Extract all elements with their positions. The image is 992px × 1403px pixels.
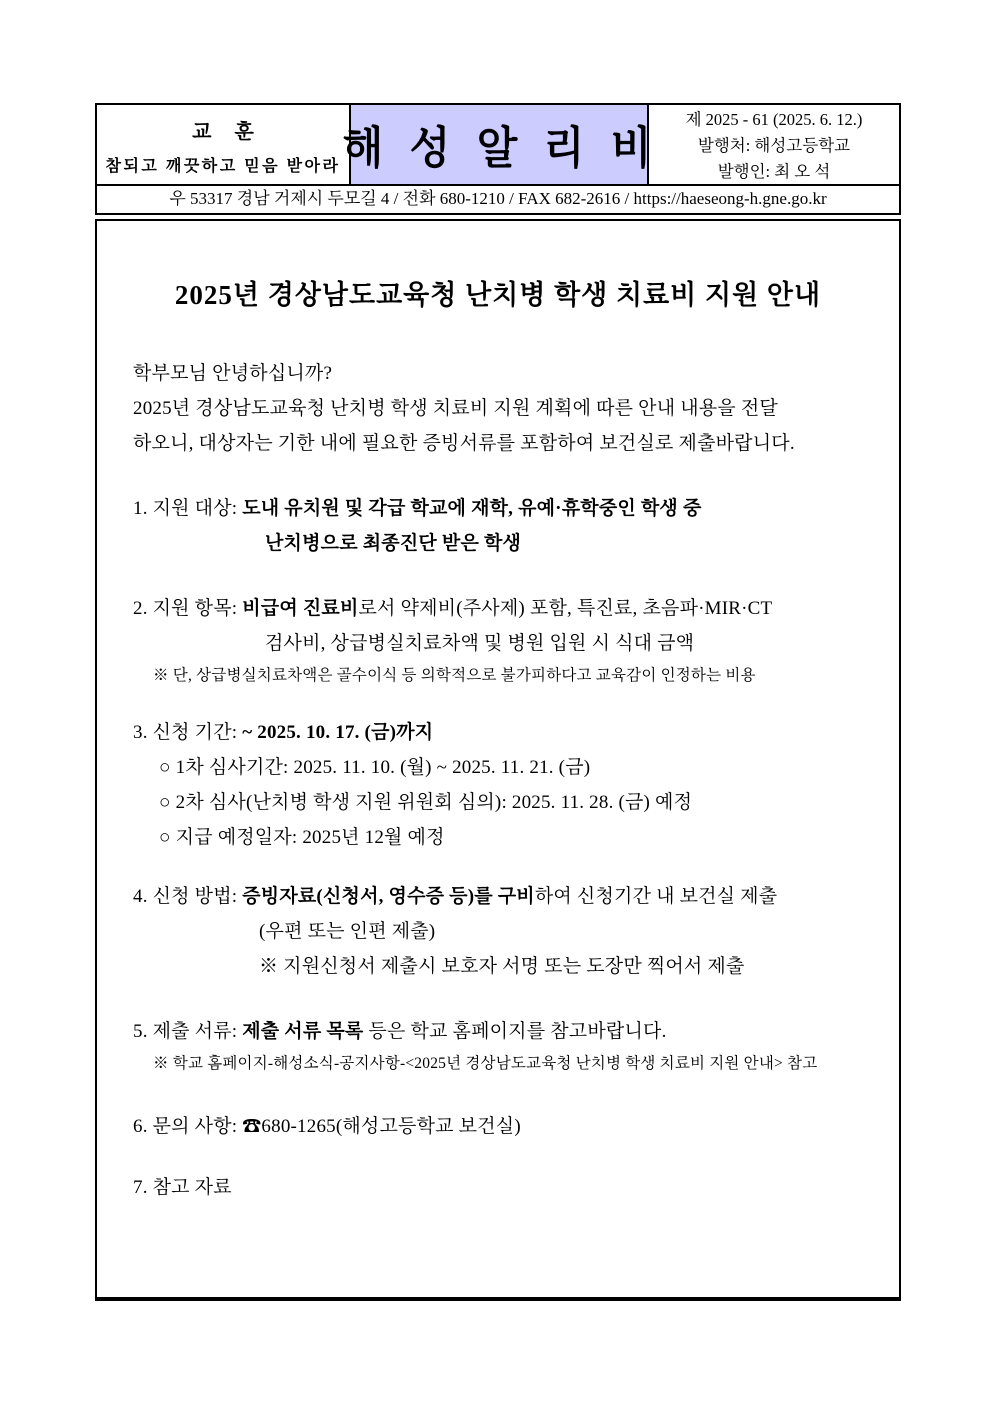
item-number: 3.: [133, 722, 148, 743]
item-4-bold-text: 증빙자료(신청서, 영수증 등)를 구비: [242, 886, 535, 907]
item-7-line-1: [133, 1170, 863, 1205]
intro-block: [133, 356, 863, 461]
main-content-box: [95, 219, 901, 1301]
contact-number: 680-1265(해성고등학교 보건실): [261, 1116, 521, 1137]
item-7-reference: [133, 1170, 863, 1205]
item-3-sub-3: ○ 지급 예정일자: 2025년 12월 예정: [159, 827, 445, 848]
item-4-application-method: [133, 879, 863, 984]
item-label: 제출 서류:: [152, 1021, 238, 1042]
item-4-line-2: (우편 또는 인편 제출): [259, 921, 436, 942]
item-label: 지원 항목:: [152, 598, 238, 619]
item-4-line-1: 4. 신청 방법: 증빙자료(신청서, 영수증 등)를 구비하여 신청기간 내 보건실 제출: [133, 886, 778, 907]
publisher-line: 발행처: 해성고등학교: [697, 135, 851, 155]
motto-title: 교 훈: [192, 121, 263, 143]
masthead-top-row: [97, 105, 899, 186]
item-2-note: ※ 단, 상급병실치료차액은 골수이식 등 의학적으로 불가피하다고 교육감이 인정하는 비용: [153, 667, 756, 684]
newsletter-title: 해 성 알 리 비: [342, 124, 660, 173]
greeting-line: 학부모님 안녕하십니까?: [133, 363, 333, 384]
item-5-required-documents: [133, 1014, 863, 1079]
item-number: 2.: [133, 598, 148, 619]
item-5-line-1: 5. 제출 서류: 제출 서류 목록 등은 학교 홈페이지를 참고바랍니다.: [133, 1021, 667, 1042]
issue-number: 제 2025 - 61 (2025. 6. 12.): [685, 109, 863, 129]
item-label: 신청 방법:: [152, 886, 238, 907]
item-2-line-1: 2. 지원 항목: 비급여 진료비로서 약제비(주사제) 포함, 특진료, 초음파·MIR·CT: [133, 598, 773, 619]
item-1-line-2: 난치병으로 최종진단 받은 학생: [265, 533, 522, 554]
item-2-bold-text: 비급여 진료비: [242, 598, 359, 619]
item-number: 4.: [133, 886, 148, 907]
motto-text: 참되고 깨끗하고 믿음 받아라: [105, 158, 341, 175]
item-number: 7.: [133, 1177, 148, 1198]
item-number: 5.: [133, 1021, 148, 1042]
item-3-sub-2: ○ 2차 심사(난치병 학생 지원 위원회 심의): 2025. 11. 28. (금) 예정: [159, 792, 693, 813]
item-3-application-period: [133, 715, 863, 855]
masthead: [95, 103, 901, 215]
banner-cell: [342, 105, 660, 184]
item-1-support-target: [133, 491, 863, 561]
item-2-line-2: 검사비, 상급병실치료차액 및 병원 입원 시 식대 금액: [265, 633, 695, 654]
item-label: 문의 사항:: [152, 1116, 238, 1137]
item-number: 6.: [133, 1116, 148, 1137]
item-3-bold-text: ~ 2025. 10. 17. (금)까지: [242, 722, 434, 743]
intro-line-1: 2025년 경상남도교육청 난치병 학생 치료비 지원 계획에 따른 안내 내용을 전달: [133, 398, 778, 419]
item-5-bold-text: 제출 서류 목록: [242, 1021, 364, 1042]
issuer-line: 발행인: 최 오 석: [717, 161, 831, 181]
circle-bullet-icon: ○: [159, 827, 171, 848]
phone-icon: ☎: [242, 1116, 262, 1137]
item-2-support-items: [133, 591, 863, 691]
item-label: 지원 대상:: [152, 498, 238, 519]
item-1-bold-text: 도내 유치원 및 각급 학교에 재학, 유예·휴학중인 학생 중: [242, 498, 702, 519]
item-6-contact: [133, 1109, 863, 1144]
address-bar: 우 53317 경남 거제시 두모길 4 / 전화 680-1210 / FAX 682-2616 / https://haeseong-h.gne.go.kr: [169, 189, 827, 208]
circle-bullet-icon: ○: [159, 757, 171, 778]
motto-cell: [97, 105, 349, 184]
page-title: 2025년 경상남도교육청 난치병 학생 치료비 지원 안내: [174, 280, 822, 310]
item-3-line-1: [133, 715, 863, 750]
item-3-sub-1: ○ 1차 심사기간: 2025. 11. 10. (월) ~ 2025. 11. 21. (금): [159, 757, 591, 778]
item-label: 참고 자료: [152, 1177, 232, 1198]
publication-info-cell: [649, 105, 899, 184]
circle-bullet-icon: ○: [159, 792, 171, 813]
item-1-line-1: [133, 491, 863, 526]
item-6-line-1: [133, 1109, 863, 1144]
item-4-line-3: ※ 지원신청서 제출시 보호자 서명 또는 도장만 찍어서 제출: [259, 956, 745, 977]
document: [95, 103, 901, 1301]
intro-line-2: 하오니, 대상자는 기한 내에 필요한 증빙서류를 포함하여 보건실로 제출바랍니다.: [133, 433, 795, 454]
item-number: 1.: [133, 498, 148, 519]
item-label: 신청 기간:: [152, 722, 238, 743]
item-5-note: ※ 학교 홈페이지-해성소식-공지사항-<2025년 경상남도교육청 난치병 학생 치료비 지원 안내> 참고: [153, 1055, 818, 1072]
